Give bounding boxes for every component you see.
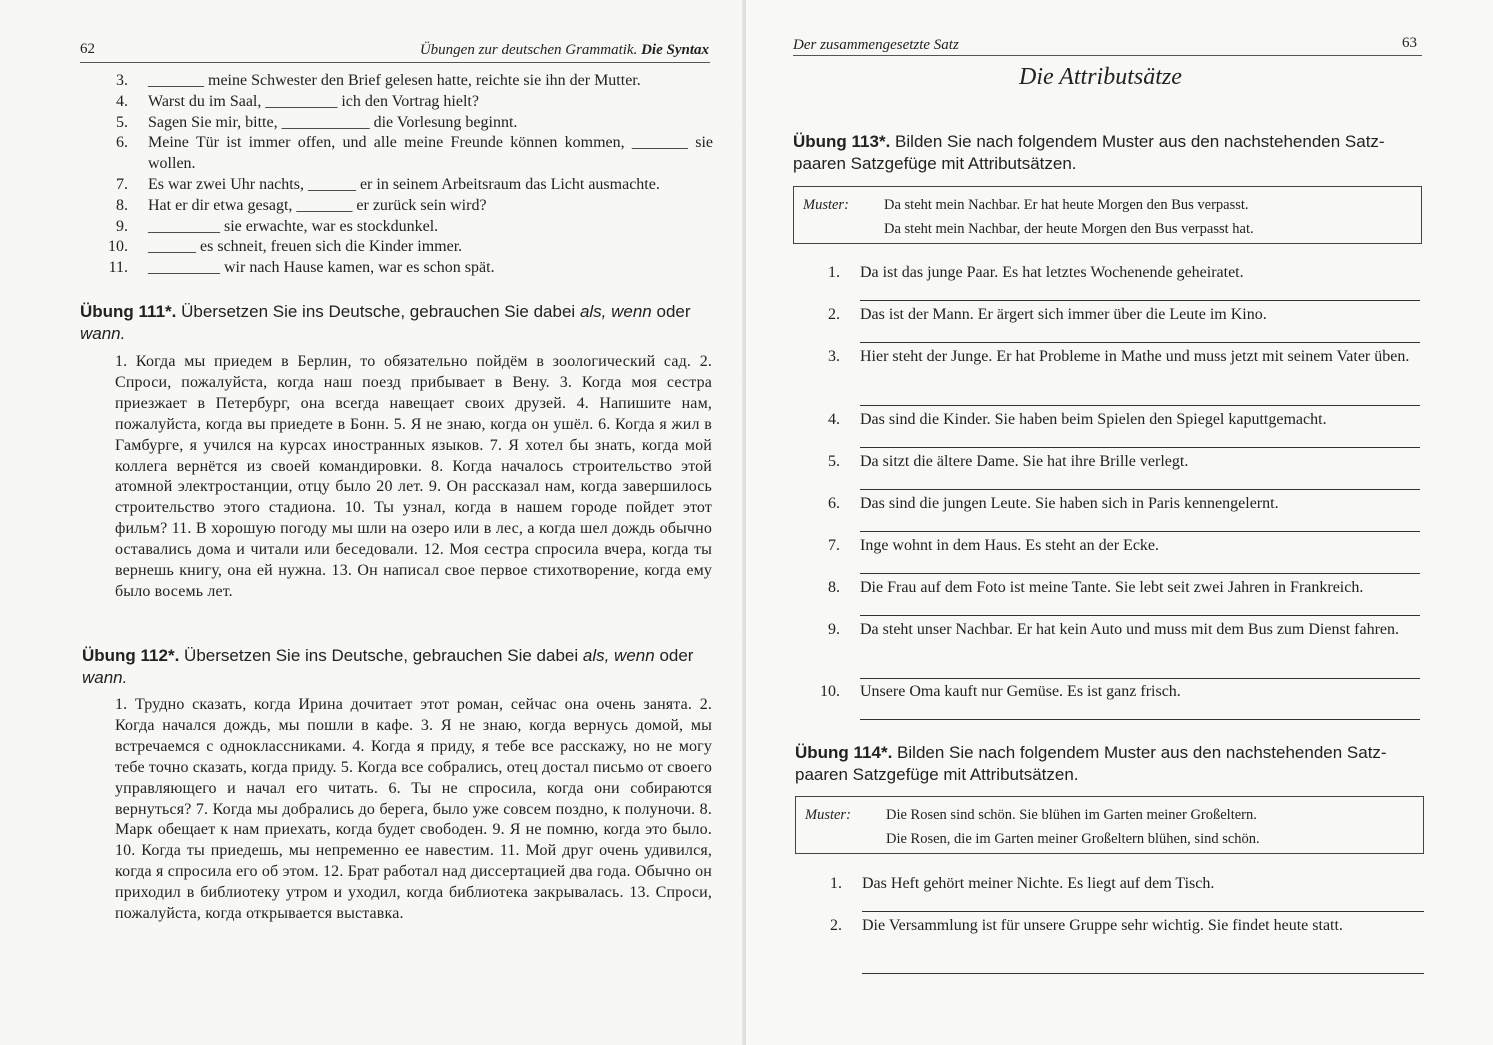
answer-line <box>860 300 1420 301</box>
answer-line <box>860 573 1420 574</box>
list-item: 8. Die Frau auf dem Foto ist meine Tante. Sie lebt seit zwei Jahren in Frankreich. <box>820 577 1420 619</box>
running-title-bold: Die Syntax <box>641 42 709 58</box>
list-item: 6. Das sind die jungen Leute. Sie haben sich in Paris kennengelernt. <box>820 493 1420 535</box>
list-item: 10. Unsere Oma kauft nur Gemüse. Es ist ganz frisch. <box>820 681 1420 723</box>
muster-sentence-1: Da steht mein Nachbar. Er hat heute Morgen den Bus verpasst. <box>884 197 1249 213</box>
page-number-right: 63 <box>1402 35 1417 51</box>
exercise-114-heading: Übung 114*. Bilden Sie nach folgendem Muster aus den nachstehenden Satz- paaren Satzgefüge mit Attributsätzen. <box>795 743 1387 784</box>
right-page <box>746 0 1493 1045</box>
header-rule-left <box>80 62 710 63</box>
list-item: 5. Sagen Sie mir, bitte, ___________ die Vorlesung beginnt. <box>116 113 518 131</box>
answer-line <box>860 489 1420 490</box>
list-item: 5. Da sitzt die ältere Dame. Sie hat ihre Brille verlegt. <box>820 451 1420 493</box>
exercise-111-text: 1. Когда мы приедем в Берлин, то обязательно пойдём в зоологический сад. 2. Спроси, пожалуйста, когда наш поезд прибывает в Вену. 3. Когда моя сестра приезжает в Петербург, она всегда навещает своих друзей. 4. Напишите нам, пожалуйста, когда вы приедете в Бонн. 5. Я не знаю, когда он ушёл. 6. Когда я жил в Гамбурге, я учился на курсах иностранных языков. 7. Я хотел бы знать, когда мой коллега вернётся из своей командировки. 8. Когда началось строительство этой атомной электростанции, отцу было 20 лет. 9. Он рассказал нам, когда завершилось строительство этого стадиона. 10. Ты узнал, когда в нашем городе пойдет этот фильм? 11. В хорошую погоду мы шли на озеро или в лес, а когда шел дождь обычно оставались дома и читали или беседовали. 12. Моя сестра спросила вчера, когда ты вернешь книгу, она ей нужна. 13. Он написал свое первое стихотворение, когда ему было восемь лет. <box>115 353 712 600</box>
exercise-113-heading: Übung 113*. Bilden Sie nach folgendem Muster aus den nachstehenden Satz- paaren Satzgefüge mit Attributsätzen. <box>793 132 1385 173</box>
exercise-112-label: Übung 112*. <box>82 646 180 665</box>
muster-sentence-2: Da steht mein Nachbar, der heute Morgen den Bus verpasst hat. <box>884 221 1254 237</box>
answer-line <box>862 911 1424 912</box>
list-item: 2. Die Versammlung ist für unsere Gruppe sehr wichtig. Sie findet heute statt. <box>822 915 1424 978</box>
answer-line <box>860 405 1420 406</box>
list-item: 10. ______ es schneit, freuen sich die Kinder immer. <box>108 238 463 256</box>
page-number-left: 62 <box>80 41 95 57</box>
exercise-114-label: Übung 114*. <box>795 743 893 762</box>
list-item: 8. Hat er dir etwa gesagt, _______ er zurück sein wird? <box>116 196 487 214</box>
muster-box-113 <box>793 186 1422 244</box>
answer-line <box>860 719 1420 720</box>
list-item: 4. Das sind die Kinder. Sie haben beim Spielen den Spiegel kaputtgemacht. <box>820 409 1420 451</box>
list-item: 7. Es war zwei Uhr nachts, ______ er in seinem Arbeitsraum das Licht ausmachte. <box>116 175 660 193</box>
left-page <box>0 0 746 1045</box>
answer-line <box>860 447 1420 448</box>
exercise-112-text: 1. Трудно сказать, когда Ирина дочитает этот роман, сейчас она очень занята. 2. Когда начался дождь, мы пошли в кафе. 3. Я не знаю, когда вернусь домой, мы встречаемся с одноклассниками. 4. Когда я приду, я тебе все расскажу, но не могу тебе точно сказать, когда приду. 5. Когда все собрались, отец достал письмо от своего управляющего и начал его читать. 6. Ты не спросила, когда они собираются вернуться? 7. Когда мы добрались до берега, было уже совсем поздно, к полуночи. 8. Марк обещает к нам приехать, когда будет свободен. 9. Я не помню, когда это было. 10. Когда ты приедешь, мы непременно ее навестим. 11. Мой друг очень удивился, когда я спросила его об этом. 12. Брат работал над диссертацией два года. Обычно он приходил в библиотеку утром и уходил, когда библиотека закрывалась. 13. Спроси, пожалуйста, когда открывается выставка. <box>115 696 712 923</box>
running-title-left <box>420 42 709 59</box>
muster-label: Muster: <box>803 197 849 213</box>
page-title: Die Attributsätze <box>1019 64 1182 90</box>
answer-line <box>860 342 1420 343</box>
list-item: 9. _________ sie erwachte, war es stockdunkel. <box>116 217 439 235</box>
running-title-right: Der zusammengesetzte Satz <box>793 37 959 53</box>
running-title-text: Übungen zur deutschen Grammatik. <box>419 42 638 58</box>
answer-line <box>860 615 1420 616</box>
muster-box-114 <box>795 796 1424 854</box>
header-rule-right <box>793 55 1422 56</box>
list-item: 2. Das ist der Mann. Er ärgert sich immer über die Leute im Kino. <box>820 304 1420 346</box>
exercise-113-label: Übung 113*. <box>793 132 891 151</box>
exercise-111-heading: Übung 111*. Übersetzen Sie ins Deutsche, gebrauchen Sie dabei als, wenn oder wann. <box>80 302 691 343</box>
answer-line <box>860 678 1420 679</box>
list-item: 1. Da ist das junge Paar. Es hat letztes Wochenende geheiratet. <box>820 262 1420 304</box>
muster-sentence-1: Die Rosen sind schön. Sie blühen im Garten meiner Großeltern. <box>886 807 1257 823</box>
list-item: 3. Hier steht der Junge. Er hat Probleme in Mathe und muss jetzt mit seinem Vater üben. <box>820 346 1420 409</box>
list-item: 9. Da steht unser Nachbar. Er hat kein Auto und muss mit dem Bus zum Dienst fahren. <box>820 619 1420 682</box>
list-item: 6. Meine Tür ist immer offen, und alle meine Freunde können kommen, _______ sie wollen. <box>116 134 713 173</box>
answer-line <box>860 531 1420 532</box>
list-item: 3. _______ meine Schwester den Brief gelesen hatte, reichte sie ihn der Mutter. <box>116 72 641 89</box>
answer-line <box>862 973 1424 974</box>
muster-sentence-2: Die Rosen, die im Garten meiner Großeltern blühen, sind schön. <box>886 831 1260 847</box>
muster-label: Muster: <box>805 807 851 823</box>
list-item: 7. Inge wohnt in dem Haus. Es steht an der Ecke. <box>820 535 1420 577</box>
exercise-111-label: Übung 111*. <box>80 302 177 321</box>
list-item: 1. Das Heft gehört meiner Nichte. Es liegt auf dem Tisch. <box>822 873 1424 915</box>
exercise-110-list <box>108 71 713 279</box>
list-item: 11. _________ wir nach Hause kamen, war es schon spät. <box>108 259 495 277</box>
exercise-112-heading: Übung 112*. Übersetzen Sie ins Deutsche, gebrauchen Sie dabei als, wenn oder wann. <box>82 646 694 687</box>
list-item: 4. Warst du im Saal, _________ ich den Vortrag hielt? <box>116 92 479 110</box>
